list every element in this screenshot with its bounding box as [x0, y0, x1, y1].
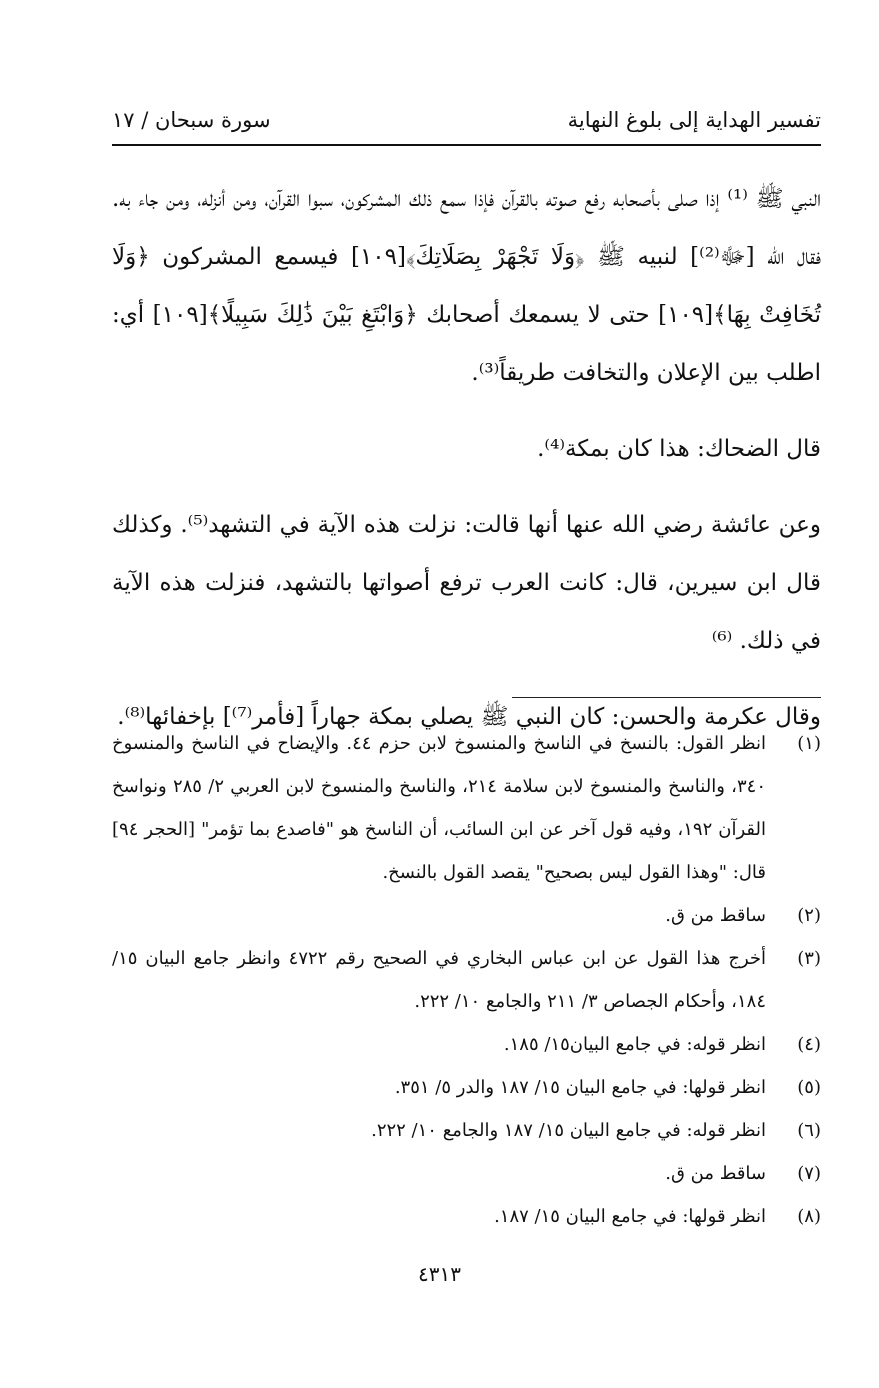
page-number: ٤٣١٣: [418, 1262, 461, 1286]
footnote-text: انظر قولها: في جامع البيان ١٥/ ١٨٧ والدر ٥/ ٣٥١.: [394, 1077, 766, 1098]
footnote-number: (٤): [797, 1034, 821, 1055]
footnote-6: [112, 1109, 821, 1152]
footnote-number: (٥): [797, 1077, 821, 1098]
footnote-3: [112, 937, 821, 1023]
footnote-8: [112, 1195, 821, 1238]
footnote-number: (٨): [797, 1206, 821, 1227]
surah-label: سورة سبحان / ١٧: [112, 108, 271, 132]
footnote-text: ساقط من ق.: [665, 905, 766, 926]
footnote-5: [112, 1066, 821, 1109]
footnote-number: (٢): [797, 905, 821, 926]
book-title: تفسير الهداية إلى بلوغ النهاية: [567, 108, 821, 132]
footnote-separator: [512, 697, 821, 698]
main-text: [112, 170, 821, 764]
footnote-number: (٣): [797, 948, 821, 969]
footnote-text: انظر قوله: في جامع البيان ١٥/ ١٨٧ والجامع ١٠/ ٢٢٢.: [371, 1120, 766, 1141]
footnote-text: انظر قولها: في جامع البيان ١٥/ ١٨٧.: [494, 1206, 766, 1227]
paragraph-4: وقال عكرمة والحسن: كان النبي ﷺ يصلي بمكة جهاراً [فأمر⁽⁷⁾] بإخفائها⁽⁸⁾.: [117, 704, 821, 730]
footnote-number: (١): [797, 733, 821, 754]
footnote-7: [112, 1152, 821, 1195]
footnote-text: ساقط من ق.: [665, 1163, 766, 1184]
footnote-text: أخرج هذا القول عن ابن عباس البخاري في الصحيح رقم ٤٧٢٢ وانظر جامع البيان ١٥/ ١٨٤، وأحكام الجصاص ٣/ ٢١١ والجامع ١٠/ ٢٢٢.: [112, 948, 767, 1012]
paragraph-2: قال الضحاك: هذا كان بمكة⁽⁴⁾.: [537, 436, 821, 462]
footnote-number: (٦): [797, 1120, 821, 1141]
paragraph-1: النبي ﷺ ⁽¹⁾ إذا صلى بأصحابه رفع صوته بالقرآن فإذا سمع ذلك المشركون، سبوا القرآن، ومن أنزله، ومن جاء به. فقال الله [ﷻ⁽²⁾] لنبيه ﷺ ﴿وَلَا تَجْهَرْ بِصَلَاتِكَ﴾[١٠٩] فيسمع المشركون ﴿وَلَا تُخَافِتْ بِهَا﴾[١٠٩] حتى لا يسمعك أصحابك ﴿وَابْتَغِ بَيْنَ ذَٰلِكَ سَبِيلًا﴾[١٠٩] أي: اطلب بين الإعلان والتخافت طريقاً⁽³⁾.: [112, 186, 821, 386]
footnote-text: انظر القول: بالنسخ في الناسخ والمنسوخ لابن حزم ٤٤. والإيضاح في الناسخ والمنسوخ ٣٤٠، والناسخ والمنسوخ لابن سلامة ٢١٤، والناسخ والمنسوخ لابن العربي ٢/ ٢٨٥ ونواسخ القرآن ١٩٢، وفيه قول آخر عن ابن السائب، أن الناسخ هو "فاصدع بما تؤمر" [الحجر ٩٤] قال: "وهذا القول ليس بصحيح" يقصد القول بالنسخ.: [112, 733, 767, 883]
footnote-1: [112, 722, 821, 894]
footnotes: [112, 722, 821, 1238]
footnote-2: [112, 894, 821, 937]
running-header: [112, 100, 821, 148]
footnote-text: انظر قوله: في جامع البيان١٥/ ١٨٥.: [503, 1034, 766, 1055]
paragraph-3: وعن عائشة رضي الله عنها أنها قالت: نزلت هذه الآية في التشهد⁽⁵⁾. وكذلك قال ابن سيرين، قال: كانت العرب ترفع أصواتها بالتشهد، فنزلت هذه الآية في ذلك. ⁽⁶⁾: [112, 512, 822, 654]
footnote-number: (٧): [797, 1163, 821, 1184]
footnote-4: [112, 1023, 821, 1066]
header-rule: [112, 144, 821, 146]
